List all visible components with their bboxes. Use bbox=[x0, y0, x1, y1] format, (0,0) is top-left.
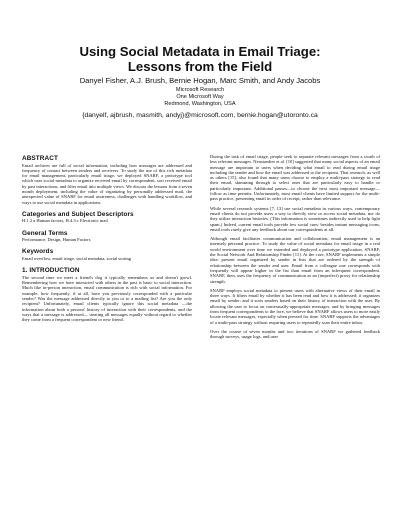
introduction-text: The second time we meet a friend's dog it typically remembers us and doesn't growl. Remembering how we have interacted with others in the past is basic to social interaction. Much like in-person interaction, email communication is rich with social information. For example, how frequently, if at all, have you previously corresponded with a particular sender? Was the message addressed directly to you or to a mailing list? Are you the only recipient? Unfortunately, email clients typically ignore this social metadata —the information about both a persons' history of interaction with their correspondents, and the ways that a message is addressed— treating all messages equally without regard to whether they come from a frequent correspondent or new friend. bbox=[22, 274, 192, 323]
left-column bbox=[22, 155, 192, 322]
introduction-heading: 1. INTRODUCTION bbox=[22, 267, 80, 275]
affiliation-street: One Microsoft Way bbox=[176, 94, 224, 100]
body-paragraph-2: While several research systems [7, 13] use social metadata in various ways, contemporary email clients do not provide users a way to directly view or access social metadata, nor do they utilize interaction histories. (This information is sometimes indirectly used to help fight spam.) Indeed, current email tools provide few social cues: besides instant messaging icons, email tools rarely give any feedback about our correspondents at all. bbox=[210, 205, 380, 232]
body-paragraph-1: During the task of email triage, people seek to separate relevant messages from a swath of less relevant messages. Neustaedter et al. [10] suggested that many social aspects of an email message are important to users when deciding what email to read during email triage including the sender and how the email was addressed to the recipient. That research, as well as others [15], also found that many users choose to employ a multi-pass strategy to read their email, skimming through to select ones that are particularly easy to handle or particularly important. Additional passes—to choose the next most important message—follow as time permits. Unfortunately, most email clients have limited support for the multi-pass practice, presenting email in order of receipt, rather than relevance. bbox=[210, 154, 380, 202]
categories-heading: Categories and Subject Descriptors bbox=[22, 210, 134, 218]
categories-text: H.1.2 a Human factors, H.4.3.c Electronic mail bbox=[22, 218, 108, 224]
title-line-1: Using Social Metadata in Email Triage: bbox=[79, 44, 321, 59]
body-paragraph-5: Over the course of seven months and two iterations of SNARF we gathered feedback through surveys, usage logs, and user bbox=[210, 328, 380, 340]
right-column bbox=[210, 154, 380, 340]
affiliation-city: Redmond, Washington, USA bbox=[164, 101, 236, 107]
body-paragraph-4: SNARF employs social metadata to present users with alternative views of their email in three ways. It filters email by whether it has been read and how it is addressed; it organizes email by sender; and it sorts senders based on their history of interaction with the user. By allowing the user to focus on contextually-appropriate messages, and by bringing messages from frequent correspondents to the fore, we believe that SNARF allows users to more easily locate relevant messages, especially when pressed for time. SNARF supports the advantages of a multi-pass strategy without requiring users to repeatedly scan their entire inbox. bbox=[210, 287, 380, 325]
general-terms-text: Performance, Design, Human Factors bbox=[22, 237, 91, 243]
abstract-heading: ABSTRACT bbox=[22, 155, 58, 162]
paper-title bbox=[20, 44, 380, 74]
author-list: Danyel Fisher, A.J. Brush, Bernie Hogan, Marc Smith, and Andy Jacobs bbox=[79, 76, 321, 85]
keywords-text: Email overflow, email triage, social metadata, social sorting bbox=[22, 255, 132, 261]
keywords-heading: Keywords bbox=[22, 248, 54, 256]
body-paragraph-3: Although email facilitates communication and collaboration, email management is an intensely personal practice. To study the value of social metadata for email triage in a real world environment over time we extended and deployed a prototype application, SNARF, the Social Network And Relationship Finder [11]. At the core, SNARF implements a simple idea: present email organized by sender in lists that are ordered by the strength of relationship between the sender and user. Email from a colleague one corresponds with frequently will appear higher in the list than email from an infrequent correspondent. SNARF, then, uses the frequency of communication as an (imperfect) proxy for relationship strength. bbox=[210, 236, 380, 284]
abstract-text: Email archives are full of social information, including how messages are addressed and frequency of contact between senders and receivers. To study the use of this rich metadata for email management, particularly email triage, we deployed SNARF, a prototype tool which uses social metadata to organize received email by correspondent, sort received email by past interactions, and filter email into multiple views. We discuss the lessons from a seven month deployment, including the value of organizing by personally addressed mail, the unexpected value of SNARF for email awareness, challenges with handling workflow, and ways to use social metadata in applications. bbox=[22, 162, 192, 205]
affiliation-org: Microsoft Research bbox=[175, 87, 225, 93]
general-terms-heading: General Terms bbox=[22, 229, 68, 237]
author-emails: {danyelf, ajbrush, masmith, andyj}@microsoft.com, bernie.hogan@utoronto.ca bbox=[82, 112, 318, 119]
title-line-2: Lessons from the Field bbox=[127, 59, 273, 74]
